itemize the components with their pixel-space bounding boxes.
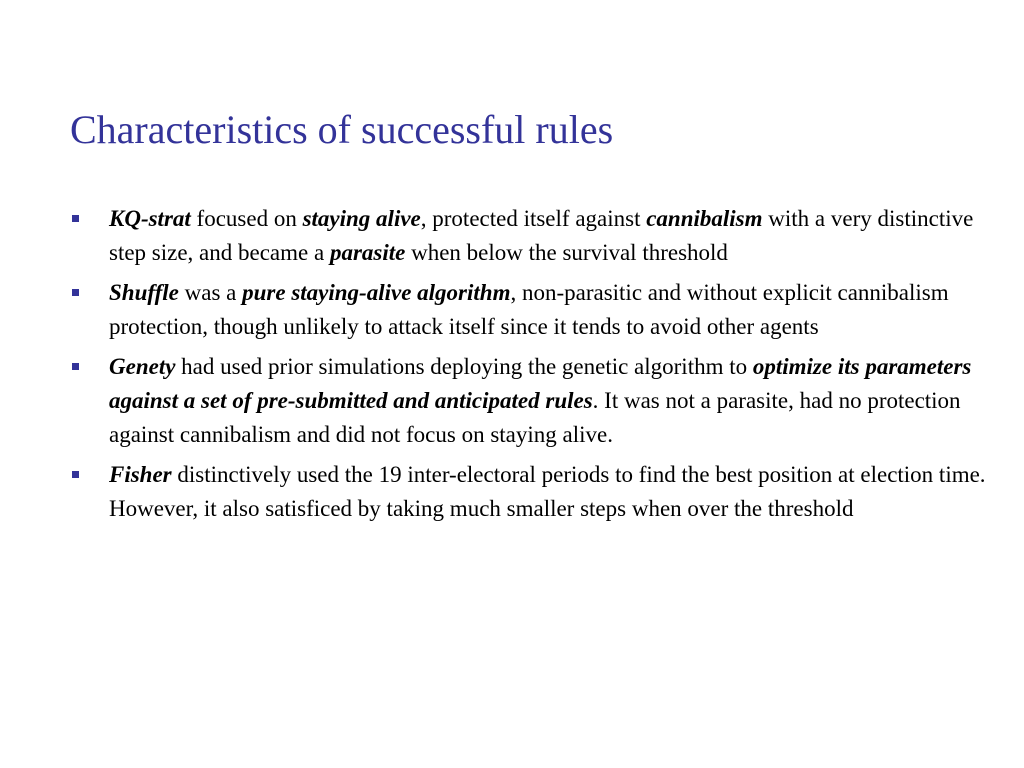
bullet-text: with a very distinctive step size, and became a	[109, 206, 974, 265]
rule-name-genety: Genety	[109, 354, 176, 379]
bullet-text: had used prior simulations deploying the genetic algorithm to	[175, 354, 753, 379]
rule-name-shuffle: Shuffle	[109, 280, 179, 305]
bullet-text: was a	[178, 280, 243, 305]
bullet-text: distinctively used the 19 inter-electoral periods to find the best position at election time. However, it also satisficed by taking much smaller steps when over the threshold	[109, 462, 986, 521]
rule-name-kq-strat: KQ-strat	[109, 206, 191, 231]
square-bullet-icon	[72, 363, 79, 370]
bullet-item-genety	[72, 350, 1002, 452]
slide-title: Characteristics of successful rules	[70, 107, 614, 152]
rule-name-fisher: Fisher	[109, 462, 172, 487]
square-bullet-icon	[72, 289, 79, 296]
emphasis-text: staying alive	[302, 206, 421, 231]
emphasis-text: cannibalism	[646, 206, 763, 231]
bullet-text: , non-parasitic and without explicit cannibalism protection, though unlikely to attack itself since it tends to avoid other agents	[109, 280, 949, 339]
emphasis-text: optimize its parameters against a set of pre-submitted and anticipated rules	[109, 354, 972, 413]
emphasis-text: pure staying-alive algorithm	[242, 280, 511, 305]
bullet-item-fisher	[72, 458, 1002, 526]
bullet-list	[72, 202, 1002, 532]
bullet-text: focused on	[190, 206, 303, 231]
emphasis-text: parasite	[329, 240, 406, 265]
bullet-item-shuffle	[72, 276, 1002, 344]
square-bullet-icon	[72, 471, 79, 478]
bullet-text: , protected itself against	[420, 206, 647, 231]
bullet-text: when below the survival threshold	[405, 240, 728, 265]
square-bullet-icon	[72, 215, 79, 222]
bullet-text: . It was not a parasite, had no protection against cannibalism and did not focus on staying alive.	[109, 388, 961, 447]
bullet-item-kq-strat	[72, 202, 1002, 270]
